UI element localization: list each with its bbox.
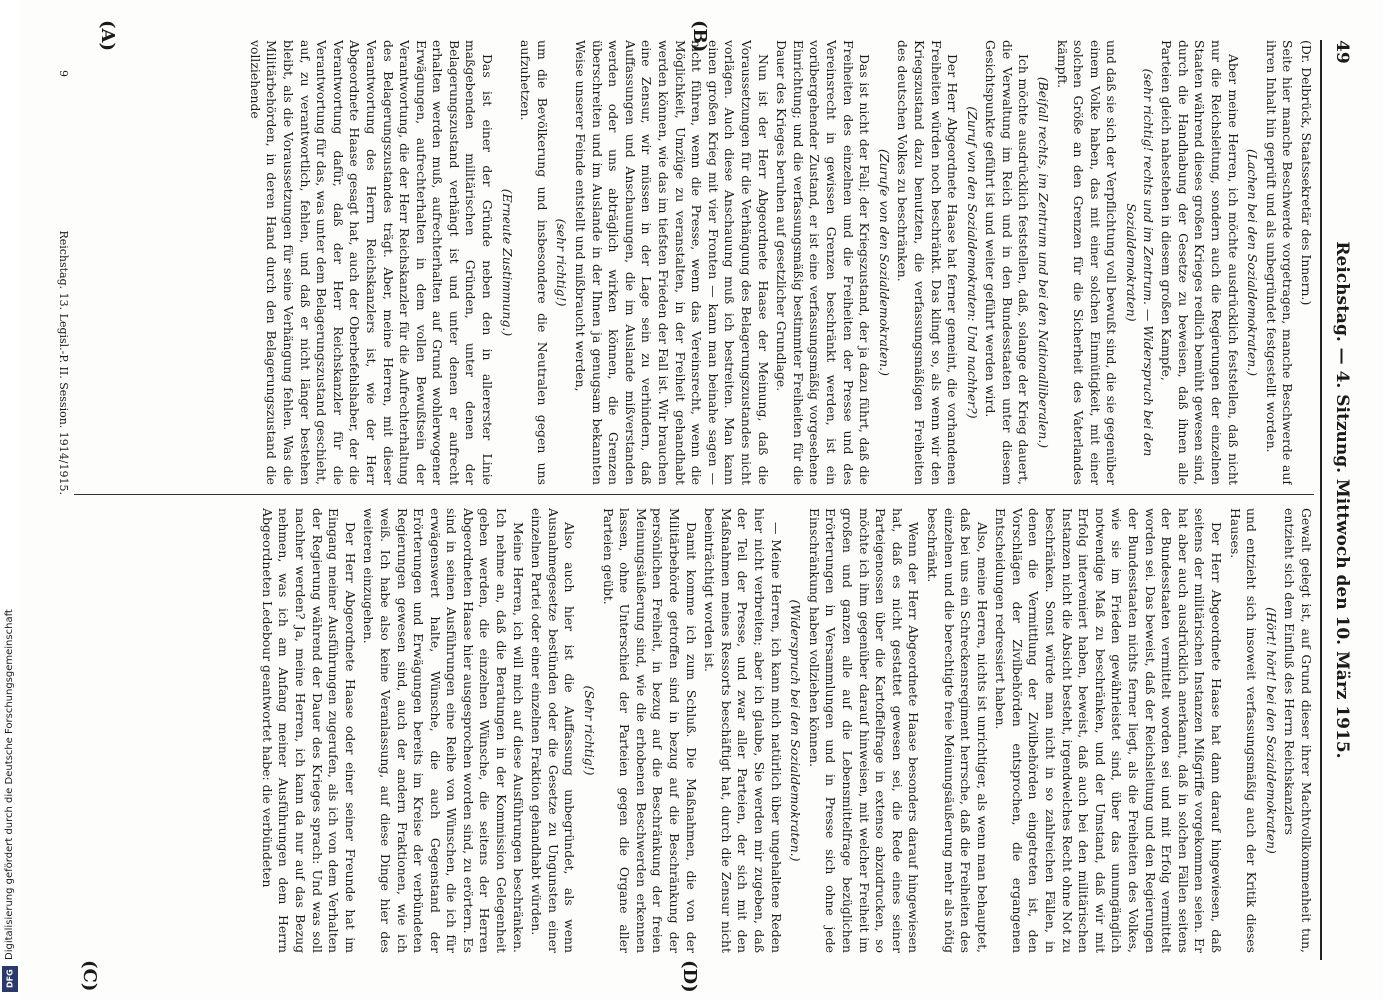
paragraph: Also, meine Herren, nichts ist unrichtiger, als wenn man behauptet, daß bei uns ein Schreckensregiment herrsche, daß die Freiheiten des einzelnen und die berechtigte freie Meinungsäußerung mehr als nötig beschränkt. [924, 508, 990, 953]
paragraph: Der Herr Abgeordnete Haase hat ferner gemeint, die vorhandenen Freiheiten würden noch beschränkt. Das klingt so, als wenn wir den Kriegszustand dazu benutzten, die verfassungsmäßigen Freiheiten des deutschen Volkes zu beschränken. [895, 40, 961, 485]
paragraph: Wenn der Herr Abgeordnete Haase besonders darauf hingewiesen hat, daß es nicht gestattet gewesen sei, die Rede eines seiner Parteigenossen über die Kartoffelfrage in extenso abzudrucken, so möchte ich ihm gegenüber darauf hinweisen, mit welcher Freiheit im großen und ganzen alle auf die Lebensmittelfrage bezüglichen Erörterungen in Versammlungen und in Presse sich ohne jede Einschränkung haben vollziehen können. [806, 508, 922, 953]
paragraph: Aber meine Herren, ich möchte ausdrücklich feststellen, daß nicht nur die Reichsleitung, sondern auch die Regierungen der einzelnen Staaten während dieses großen Krieges redlich bemüht gewesen sind, durch die Handhabung der Gesetze zu beweisen, daß ihnen alle Parteien gleich nahestehen in diesem großen Kampfe, [1159, 40, 1241, 485]
digitization-credit-text: Digitalisierung gefördert durch die Deutsche Forschungsgemeinschaft [4, 609, 15, 960]
page-title: Reichstag. — 4. Sitzung. Mittwoch den 10. März 1915. [1332, 241, 1352, 759]
paragraph: Seite hier manche Beschwerde vorgetragen, manche Beschwerde auf ihren Inhalt hin geprüft und als unbegründet festgestellt worden. [1263, 40, 1296, 485]
interjection: (sehr richtig! rechts und im Zentrum. — Widerspruch bei den Sozialdemokraten) [1124, 68, 1156, 457]
interjection: (Beifall rechts, im Zentrum und bei den Nationalliberalen.) [1036, 76, 1052, 449]
page-header [1326, 40, 1354, 960]
paragraph: Das ist nicht der Fall; der Kriegszustand, der ja dazu führt, daß die Freiheiten des einzelnen und die Freiheiten der Presse und des Vereinsrecht in gewissen Grenzen beschränkt werden, ist ein vorübergehender Zustand, er ist eine verfassungsmäßig vorgesehene Einrichtung; und die verfassungsmäßig bestimmter Freiheiten für die Dauer des Krieges beruhen auf gesetzlicher Grundlage. [774, 40, 873, 485]
paragraph: Ich möchte ausdrücklich feststellen, daß, solange der Krieg dauert, die Verwaltung im Reich und in den Bundesstaaten unter diesem Gesichtspunkte geführt ist und weiter geführt werden wird. [983, 40, 1032, 485]
paragraph: Der Herr Abgeordnete Haase hat dann darauf hingewiesen, daß seitens der militärischen Instanzen Mißgriffe vorgekommen seien. Er hat aber auch ausdrücklich anerkannt, daß in solchen Fällen seitens der Bundesstaaten vermittelt worden sei und mit Erfolg vermittelt worden sei. Das beweist, daß der Reichsleitung und den Regierungen der Bundesstaaten nichts ferner liegt, als die Freiheiten des Volkes, wie sie im Frieden gewährleistet sind, über das unumgänglich notwendige Maß zu beschränken, und der Umstand, daß wir mit Erfolg interveniert haben, beweist, daß auch bei den militärischen Instanzen nicht die Absicht besteht, irgendwelches Recht ohne Not zu beschränken. Sonst würde man nicht in so zahlreichen Fällen, in denen die Vermittlung der Zivilbehörden eingetreten ist, den Vorschlägen der Zivilbehörden entsprochen, die ergangenen Entscheidungen redressiert haben. [993, 508, 1225, 953]
session-info: Reichstag. 13. Legisl.-P. II. Session. 1914/1915. [57, 230, 70, 495]
interjection: (Widerspruch bei den Sozialdemokraten.) [788, 599, 804, 862]
paragraph: Der Herr Abgeordnete Haase oder einer seiner Freunde hat im Eingang meiner Ausführungen zugerufen, als ich von dem Verhalten der Regierung während der Dauer des Krieges sprach: Und was soll nachher werden? Ja, meine Herren, ich kann da nur auf das Bezug nehmen, was ich am Anfang meiner Ausführungen dem Herrn Abgeordneten Ledebour geantwortet habe: die verbündeten [259, 508, 358, 953]
interjection: (Zurufe von den Sozialdemokraten.) [876, 149, 892, 376]
rotated-page-content [40, 20, 1360, 993]
paragraph: — Meine Herren, ich kann mich natürlich über ungehaltene Reden hier nicht verbreiten; aber ich glaube, Sie werden mir zugeben, daß der Teil der Presse, und zwar aller Parteien, der sich mit den Maßnahmen meines Ressorts beschäftigt hat, durch die Zensur nicht beeinträchtigt worden ist. [702, 508, 784, 953]
header-rule [1320, 40, 1322, 960]
digitization-credit-strip [0, 0, 20, 1000]
left-column [74, 40, 1314, 485]
paragraph: und entzieht sich insoweit verfassungsmäßig auch der Kritik dieses Hauses. [1227, 508, 1260, 953]
interjection: (Zuruf von den Sozialdemokraten: Und nachher?) [964, 106, 980, 419]
interjection: (Hört! hört! bei den Sozialdemokraten) [1263, 607, 1279, 854]
paragraph: und daß sie sich der Verpflichtung voll bewußt sind, die sie gegenüber einem Volke haben, das mit einer solchen Einmütigkeit, mit einer solchen Größe an den Grenzen für die Sicherheit des Vaterlandes kämpft. [1054, 40, 1120, 485]
page-footer [50, 40, 70, 960]
margin-marker-a: (A) [97, 20, 118, 51]
margin-marker-d: (D) [679, 960, 700, 993]
margin-marker-c: (C) [79, 960, 100, 992]
interjection: (Lachen bei den Sozialdemokraten.) [1245, 148, 1261, 377]
dfg-logo: DFG [2, 966, 18, 992]
margin-marker-b: (B) [689, 20, 710, 53]
page-number: 49 [1332, 40, 1352, 64]
scanned-page [20, 0, 1383, 1000]
paragraph: Das ist einer der Gründe neben den in allererster Linie maßgebenden militärischen Gründen, unter denen der Belagerungszustand verhängt ist und unter denen er aufrecht erhalten werden muß, aufrechterhalten auf Grund wohlerwogener Erwägungen, aufrechterhalten in dem vollen Bewußtsein der Verantwortung, die der Herr Reichskanzler für die Aufrechterhaltung des Belagerungszustandes trägt. Aber, meine Herren, mit dieser Verantwortung des Herrn Reichskanzlers ist, wie der Herr Abgeordnete Haase gesagt hat, auch der Oberbefehlshaber, der die Verantwortung dafür, daß der Herr Reichskanzler für die Verantwortung für das, was unter dem Belagerungszustand geschieht, auf, zu verantwortlich, fehlen, und daß er nicht länger bestehen bleibt, als die Voraussetzungen für seine Verhängung fehlen. Was die Militärbehörden, in deren Hand durch den Belagerungszustand die vollziehende [247, 40, 496, 485]
sheet-number: 9 [57, 70, 70, 77]
paragraph: Also auch hier ist die Auffassung unbegründet, als wenn Ausnahmegesetze bestünden oder die Gesetze zu Ungunsten einer einzelnen Partei oder einer einzelnen Fraktion gehandhabt würden. [529, 508, 578, 953]
paragraph: um die Bevölkerung und insbesondere die Neutralen gegen uns aufzuhetzen. [518, 40, 550, 485]
column-divider [74, 494, 1314, 495]
interjection: (sehr richtig!) [554, 218, 570, 307]
interjection: (Erneute Zustimmung.) [499, 188, 515, 337]
speaker-attribution: (Dr. Delbrück, Staatssekretär des Innern.) [1299, 40, 1314, 306]
paragraph: Meine Herren, ich will mich auf diese Ausführungen beschränken. Ich nehme an, daß die Beratungen in der Kommission Gelegenheit geben werden, die einzelnen Wünsche, die seitens der Herren Abgeordneten Haase hier ausgesprochen worden sind, zu erörtern. Es sind in seinen Ausführungen eine Reihe von Wünschen, die ich für erwägenswert halte, Wünsche, die auch Gegenstand der Erörterungen und Erwägungen bereits im Kreise der verbündeten Regierungen gewesen sind, auch der andern Fraktionen, wie ich weiß. Ich habe also keine Veranlassung, auf diese Dinge hier des weiteren einzugehen. [361, 508, 526, 953]
interjection: (Sehr richtig!) [582, 685, 598, 776]
paragraph: Damit komme ich zum Schluß. Die Maßnahmen, die von der Militärbehörde getroffen sind in bezug auf die Beschränkung der persönlichen Freiheit, in bezug auf die Beschränkung der freien Meinungsäußerung sind, wie die erhobenen Beschwerden erkennen lassen, ohne Unterschied der Parteien gegen die Organe aller Parteien geübt. [600, 508, 699, 953]
paragraph: Gewalt gelegt ist, auf Grund dieser ihrer Machtvollkommenheit tun, entzieht sich dem Einfluß des Herrn Reichskanzlers [1282, 508, 1314, 953]
paragraph: Nun ist der Herr Abgeordnete Haase der Meinung, daß die Voraussetzungen für die Verhängung des Belagerungszustandes nicht vorlägen. Auch diese Anschauung muß ich bestreiten. Man kann einen großen Krieg mit vier Fronten — kann man beinahe sagen — nicht führen, wenn die Presse, wenn das Vereinsrecht, wenn die Möglichkeit, Umzüge zu veranstalten, in der Freiheit gehandhabt werden können, wie das im tiefsten Frieden der Fall ist. Wir brauchen eine Zensur, wir müssen in der Lage sein zu verhindern, daß Auffassungen und Anschauungen, die im Auslande mißverstanden werden oder uns abträglich wirken können, die Grenzen überschreiten und im Auslande in der Ihnen ja genugsam bekannten Weise unserer Feinde entstellt und mißbraucht werden, [573, 40, 771, 485]
right-column [74, 508, 1314, 953]
